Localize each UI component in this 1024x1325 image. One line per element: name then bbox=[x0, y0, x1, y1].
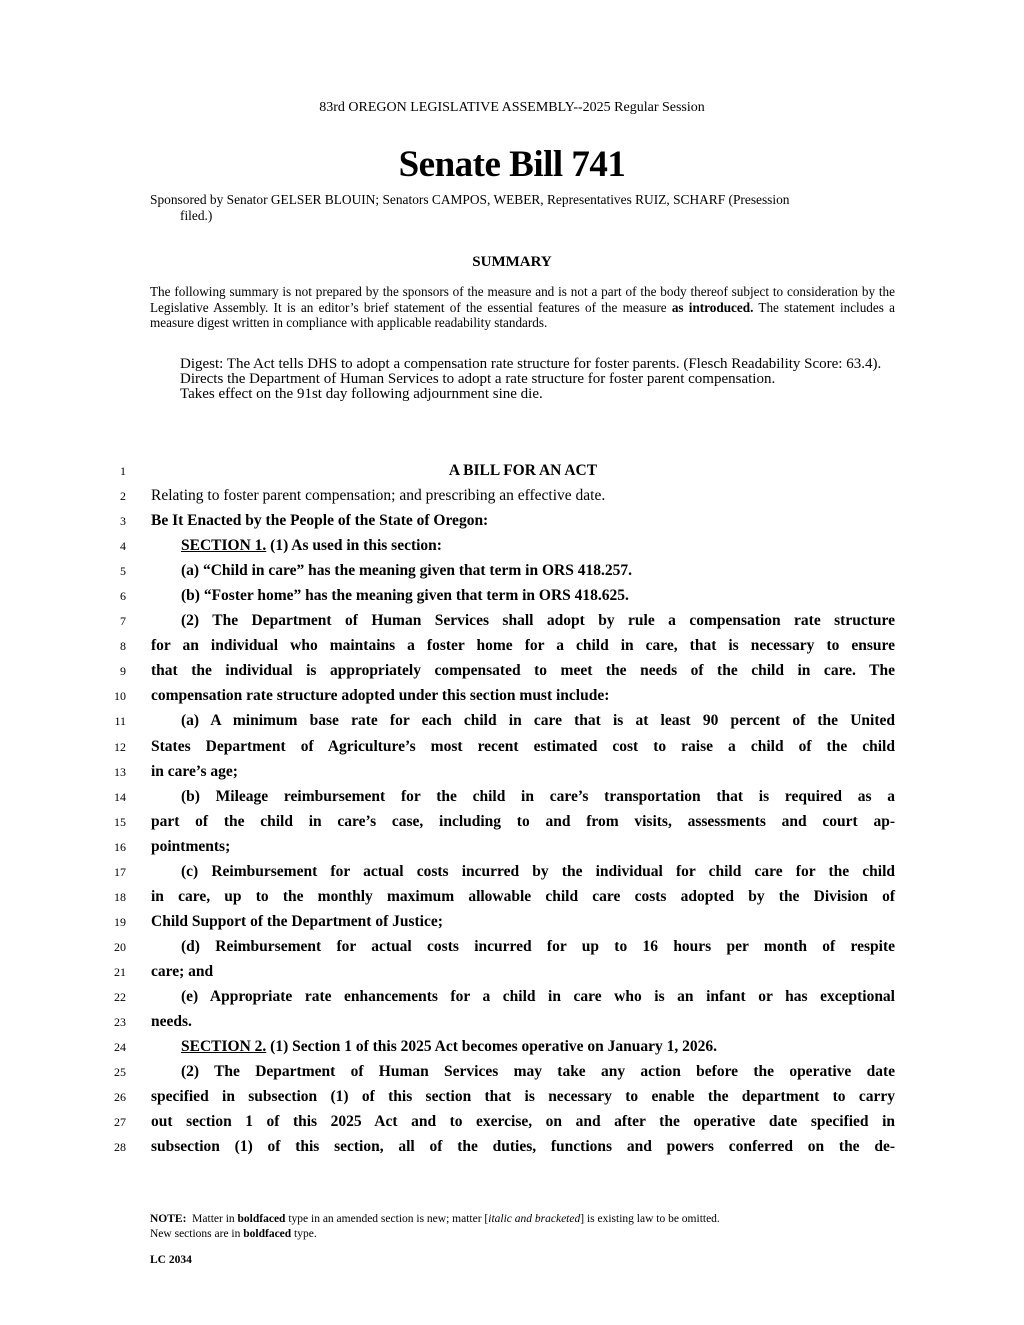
bill-body bbox=[0, 458, 1024, 1159]
line-number: 3 bbox=[120, 514, 126, 529]
bill-line bbox=[0, 583, 1024, 608]
bill-line bbox=[0, 809, 1024, 834]
enacting-clause: Be It Enacted by the People of the State of Oregon: bbox=[151, 512, 489, 530]
line-text: (a) A minimum base rate for each child in care that is at least 90 percent of the United bbox=[181, 712, 895, 730]
line-number: 12 bbox=[114, 739, 126, 754]
note-text: New sections are in bbox=[150, 1228, 241, 1240]
line-text: care; and bbox=[151, 962, 214, 980]
line-text: Child Support of the Department of Justice; bbox=[151, 912, 443, 930]
note-text: type. bbox=[294, 1228, 317, 1240]
line-text: (2) The Department of Human Services may take any action before the operative date bbox=[181, 1063, 895, 1081]
line-text: (b) Mileage reimbursement for the child in care’s transportation that is required as a bbox=[181, 787, 895, 805]
line-text: for an individual who maintains a foster home for a child in care, that is necessary to ensure bbox=[151, 637, 895, 655]
sponsor-line-2: filed.) bbox=[180, 207, 213, 223]
bill-line bbox=[0, 834, 1024, 859]
line-text: that the individual is appropriately compensated to meet the needs of the child in care. The bbox=[151, 662, 895, 680]
bill-line bbox=[0, 1134, 1024, 1159]
bill-line bbox=[0, 533, 1024, 558]
line-number: 19 bbox=[114, 914, 126, 929]
bill-line bbox=[0, 984, 1024, 1009]
session-header: 83rd OREGON LEGISLATIVE ASSEMBLY--2025 Regular Session bbox=[319, 100, 705, 115]
footnote-line-1 bbox=[150, 1212, 895, 1227]
bill-line bbox=[0, 658, 1024, 683]
summary-heading: SUMMARY bbox=[472, 254, 552, 270]
note-text: Matter in bbox=[192, 1213, 235, 1225]
bill-line bbox=[0, 1034, 1024, 1059]
line-number: 18 bbox=[114, 889, 126, 904]
line-text: (2) The Department of Human Services shall adopt by rule a compensation rate structure bbox=[181, 612, 895, 630]
line-number: 16 bbox=[114, 839, 126, 854]
bill-line bbox=[0, 558, 1024, 583]
bill-line bbox=[0, 1084, 1024, 1109]
bill-line bbox=[0, 934, 1024, 959]
bill-heading: A BILL FOR AN ACT bbox=[448, 462, 598, 479]
line-number: 27 bbox=[114, 1115, 126, 1130]
line-text: in care’s age; bbox=[151, 762, 238, 780]
bill-line bbox=[0, 683, 1024, 708]
line-number: 2 bbox=[120, 489, 126, 504]
line-text: (a) “Child in care” has the meaning given that term in ORS 418.257. bbox=[181, 562, 632, 580]
digest-text: Digest: The Act tells DHS to adopt a compensation rate structure for foster parents. (Flesch Readability Score: 63.4). bbox=[180, 356, 882, 372]
line-text: (b) “Foster home” has the meaning given that term in ORS 418.625. bbox=[181, 587, 629, 605]
bill-line bbox=[0, 959, 1024, 984]
line-text: needs. bbox=[151, 1013, 192, 1031]
digest-directs: Directs the Department of Human Services to adopt a rate structure for foster parent compensation. bbox=[180, 371, 776, 388]
line-number: 21 bbox=[114, 964, 126, 979]
sponsor-line-1: Sponsored by Senator GELSER BLOUIN; Senators CAMPOS, WEBER, Representatives RUIZ, SCHARF (Presession bbox=[150, 192, 790, 207]
line-text: pointments; bbox=[151, 837, 231, 855]
line-number: 22 bbox=[114, 989, 126, 1004]
section-text: (1) As used in this section: bbox=[270, 537, 442, 555]
line-text: compensation rate structure adopted under this section must include: bbox=[151, 687, 610, 705]
line-number: 20 bbox=[114, 939, 126, 954]
note-bold: boldfaced bbox=[237, 1213, 286, 1225]
bill-line bbox=[0, 708, 1024, 733]
line-text: specified in subsection (1) of this section that is necessary to enable the department to carry bbox=[151, 1088, 895, 1106]
line-text: (d) Reimbursement for actual costs incurred for up to 16 hours per month of respite bbox=[181, 937, 895, 955]
bill-line bbox=[0, 1009, 1024, 1034]
line-number: 4 bbox=[120, 539, 126, 554]
lc-number: LC 2034 bbox=[150, 1254, 192, 1266]
line-text: States Department of Agriculture’s most recent estimated cost to raise a child of the child bbox=[151, 737, 895, 755]
section-label: SECTION 2. bbox=[181, 1038, 267, 1056]
summary-digest bbox=[150, 357, 895, 403]
bill-line bbox=[0, 1059, 1024, 1084]
relating-clause: Relating to foster parent compensation; and prescribing an effective date. bbox=[151, 487, 606, 505]
bill-line bbox=[0, 633, 1024, 658]
summary-note-text-2: The statement includes a measure digest written in compliance with applicable readability standards. bbox=[150, 299, 895, 330]
line-number: 6 bbox=[120, 589, 126, 604]
footnote-line-2 bbox=[150, 1227, 895, 1242]
line-text bbox=[151, 1034, 895, 1059]
bill-line bbox=[0, 508, 1024, 533]
note-text: type in an amended section is new; matter [ bbox=[288, 1213, 489, 1225]
line-number: 13 bbox=[114, 764, 126, 779]
summary-note bbox=[150, 284, 895, 331]
line-number: 9 bbox=[120, 664, 126, 679]
line-number: 1 bbox=[120, 464, 126, 478]
bill-line bbox=[0, 734, 1024, 759]
line-text: (e) Appropriate rate enhancements for a child in care who is an infant or has exceptional bbox=[181, 987, 895, 1005]
line-number: 24 bbox=[114, 1040, 126, 1055]
section-label: SECTION 1. bbox=[181, 537, 267, 555]
section-text: (1) Section 1 of this 2025 Act becomes operative on January 1, 2026. bbox=[270, 1038, 718, 1056]
note-label: NOTE: bbox=[150, 1213, 187, 1225]
line-text: subsection (1) of this section, all of the duties, functions and powers conferred on the de- bbox=[151, 1138, 895, 1156]
line-number: 7 bbox=[120, 614, 126, 629]
line-number: 10 bbox=[114, 689, 126, 704]
line-number: 15 bbox=[114, 814, 126, 829]
digest-effect: Takes effect on the 91st day following adjournment sine die. bbox=[180, 386, 543, 403]
bill-title: Senate Bill 741 bbox=[398, 144, 626, 185]
bill-line bbox=[0, 1109, 1024, 1134]
bill-line bbox=[0, 608, 1024, 633]
line-number: 23 bbox=[114, 1015, 126, 1030]
line-text: in care, up to the monthly maximum allowable child care costs adopted by the Division of bbox=[151, 887, 895, 905]
note-bold: boldfaced bbox=[243, 1228, 292, 1240]
bill-line bbox=[0, 884, 1024, 909]
bill-line bbox=[0, 859, 1024, 884]
bill-line bbox=[0, 483, 1024, 508]
summary-note-text-1: The following summary is not prepared by the sponsors of the measure and is not a part of the body thereof subject to consideration by the Legislative Assembly. It is an editor’s brief statement of the essential features of the measure bbox=[150, 284, 895, 315]
bill-line bbox=[0, 909, 1024, 934]
line-number: 25 bbox=[114, 1065, 126, 1080]
bill-line bbox=[0, 759, 1024, 784]
line-number: 28 bbox=[114, 1140, 126, 1155]
bill-line bbox=[0, 458, 1024, 483]
line-number: 26 bbox=[114, 1090, 126, 1105]
bill-line bbox=[0, 784, 1024, 809]
note-italic: italic and bracketed bbox=[488, 1213, 581, 1225]
sponsor-statement bbox=[150, 192, 895, 223]
line-number: 17 bbox=[114, 864, 126, 879]
line-text: part of the child in care’s case, including to and from visits, assessments and court ap- bbox=[151, 812, 895, 830]
line-text: (c) Reimbursement for actual costs incurred by the individual for child care for the child bbox=[181, 862, 895, 880]
line-number: 8 bbox=[120, 639, 126, 654]
line-number: 11 bbox=[114, 714, 126, 729]
line-text bbox=[151, 533, 895, 558]
summary-note-bold: as introduced. bbox=[671, 299, 754, 315]
line-number: 5 bbox=[120, 564, 126, 579]
line-text: out section 1 of this 2025 Act and to exercise, on and after the operative date specified in bbox=[151, 1113, 895, 1131]
footnote bbox=[150, 1212, 895, 1242]
note-text: ] is existing law to be omitted. bbox=[580, 1213, 720, 1225]
line-number: 14 bbox=[114, 789, 126, 804]
